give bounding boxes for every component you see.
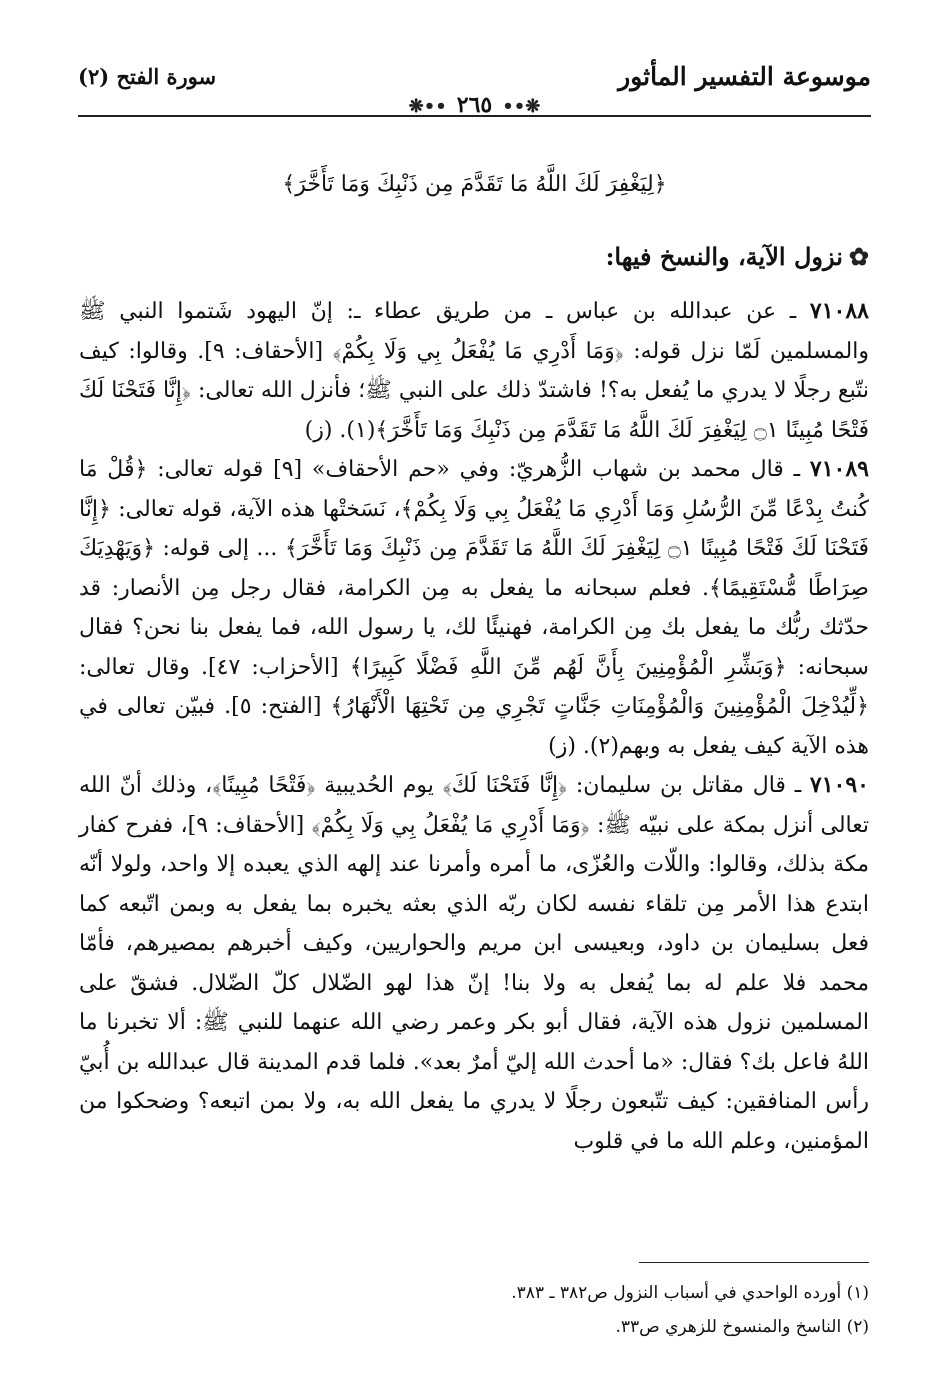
book-title: موسوعة التفسير المأثور bbox=[618, 62, 871, 91]
ornament-icon: ❋•• bbox=[502, 96, 541, 117]
ornament-icon: ••❋ bbox=[408, 96, 447, 117]
footnote: (٢) الناسخ والمنسوخ للزهري ص٣٣. bbox=[615, 1317, 869, 1337]
narration-text: ـ قال محمد بن شهاب الزُّهريّ: وفي «حم الأحقاف» [٩] قوله تعالى: ﴿قُلْ مَا كُنتُ بِدْعًا مِّنَ الرُّسُلِ وَمَا أَدْرِي مَا يُفْعَلُ بِي وَلَا بِكُمْ﴾، نَسَختْها هذه الآية، قوله تعالى: ﴿إِنَّا فَتَحْنَا لَكَ فَتْحًا مُبِينًا ۝١ لِيَغْفِرَ لَكَ اللَّهُ مَا تَقَدَّمَ مِن ذَنْبِكَ وَمَا تَأَخَّرَ﴾ ... إلى قوله: ﴿وَيَهْدِيَكَ صِرَاطًا مُّسْتَقِيمًا﴾. فعلم سبحانه ما يفعل به مِن الكرامة، فقال رجل مِن الأنصار: قد حدّثك ربُّك ما يفعل بك مِن الكرامة، فهنيئًا لك، يا رسول الله، فما يفعل بنا نحن؟ فقال سبحانه: ﴿وَبَشِّرِ الْمُؤْمِنِينَ بِأَنَّ لَهُم مِّنَ اللَّهِ فَضْلًا كَبِيرًا﴾ [الأحزاب: ٤٧]. وقال تعالى: ﴿لِّيُدْخِلَ الْمُؤْمِنِينَ وَالْمُؤْمِنَاتِ جَنَّاتٍ تَجْرِي مِن تَحْتِهَا الْأَنْهَارُ﴾ [الفتح: ٥]. فبيّن تعالى في هذه الآية كيف يفعل به وبهم(٢). (ز) bbox=[79, 457, 870, 759]
page-header bbox=[40, 62, 909, 118]
narration-paragraph bbox=[79, 766, 869, 1161]
footnote: (١) أورده الواحدي في أسباب النزول ص٣٨٢ ـ ٣٨٣. bbox=[511, 1283, 869, 1303]
page-number: ٢٦٥ bbox=[456, 92, 493, 118]
narration-number: ٧١٠٨٨ bbox=[809, 298, 869, 324]
surah-label: سورة الفتح (٢) bbox=[78, 64, 217, 89]
verse-title: ﴿لِيَغْفِرَ لَكَ اللَّهُ مَا تَقَدَّمَ مِن ذَنْبِكَ وَمَا تَأَخَّرَ﴾ bbox=[282, 172, 667, 197]
narration-paragraph bbox=[79, 450, 869, 766]
header-divider bbox=[78, 115, 871, 117]
narration-number: ٧١٠٨٩ bbox=[809, 456, 869, 482]
flower-icon: ✿ bbox=[848, 242, 869, 271]
main-content bbox=[79, 292, 869, 1161]
narration-text: ـ قال مقاتل بن سليمان: ﴿إِنَّا فَتَحْنَا لَكَ﴾ يوم الحُديبية ﴿فَتْحًا مُبِينًا﴾، وذلك أنّ الله تعالى أنزل بمكة على نبيّه ﷺ: ﴿وَمَا أَدْرِي مَا يُفْعَلُ بِي وَلَا بِكُمْ﴾ [الأحقاف: ٩]، ففرح كفار مكة بذلك، وقالوا: واللّات والعُزّى، ما أمره وأمرنا عند إلهه الذي يعبده إلا واحد، ولولا أنّه ابتدع هذا الأمر مِن تلقاء نفسه لكان ربّه الذي بعثه يخبره بما يفعل به وبمن اتّبعه كما فعل بسليمان بن داود، وبعيسى ابن مريم والحواريين، وكيف أخبرهم بمصيرهم، فأمّا محمد فلا علم له بما يُفعل به ولا بنا! إنّ هذا لهو الضّلال كلّ الضّلال. فشقّ على المسلمين نزول هذه الآية، فقال أبو بكر وعمر رضي الله عنهما للنبي ﷺ: ألا تخبرنا ما اللهُ فاعل بك؟ فقال: «ما أحدث الله إليّ أمرٌ بعد». فلما قدم المدينة قال عبدالله بن أُبيّ رأس المنافقين: كيف تتّبعون رجلًا لا يدري ما يفعل الله به، ولا بمن اتبعه؟ وضحكوا من المؤمنين، وعلم الله ما في قلوب bbox=[79, 773, 869, 1154]
narration-text: ـ عن عبدالله بن عباس ـ من طريق عطاء ـ: إنّ اليهود شَتموا النبي ﷺ والمسلمين لَمّا نزل قوله: ﴿وَمَا أَدْرِي مَا يُفْعَلُ بِي وَلَا بِكُمْ﴾ [الأحقاف: ٩]. وقالوا: كيف نتّبع رجلًا لا يدري ما يُفعل به؟! فاشتدّ ذلك على النبي ﷺ؛ فأنزل الله تعالى: ﴿إِنَّا فَتَحْنَا لَكَ فَتْحًا مُبِينًا ۝١ لِيَغْفِرَ لَكَ اللَّهُ مَا تَقَدَّمَ مِن ذَنْبِكَ وَمَا تَأَخَّرَ﴾(١). (ز) bbox=[79, 299, 869, 443]
section-heading-row bbox=[606, 242, 869, 271]
narration-number: ٧١٠٩٠ bbox=[809, 772, 869, 798]
footnote-divider bbox=[639, 1262, 869, 1263]
footnotes bbox=[79, 1276, 869, 1344]
narration-paragraph bbox=[79, 292, 869, 450]
section-heading: نزول الآية، والنسخ فيها: bbox=[605, 242, 843, 271]
